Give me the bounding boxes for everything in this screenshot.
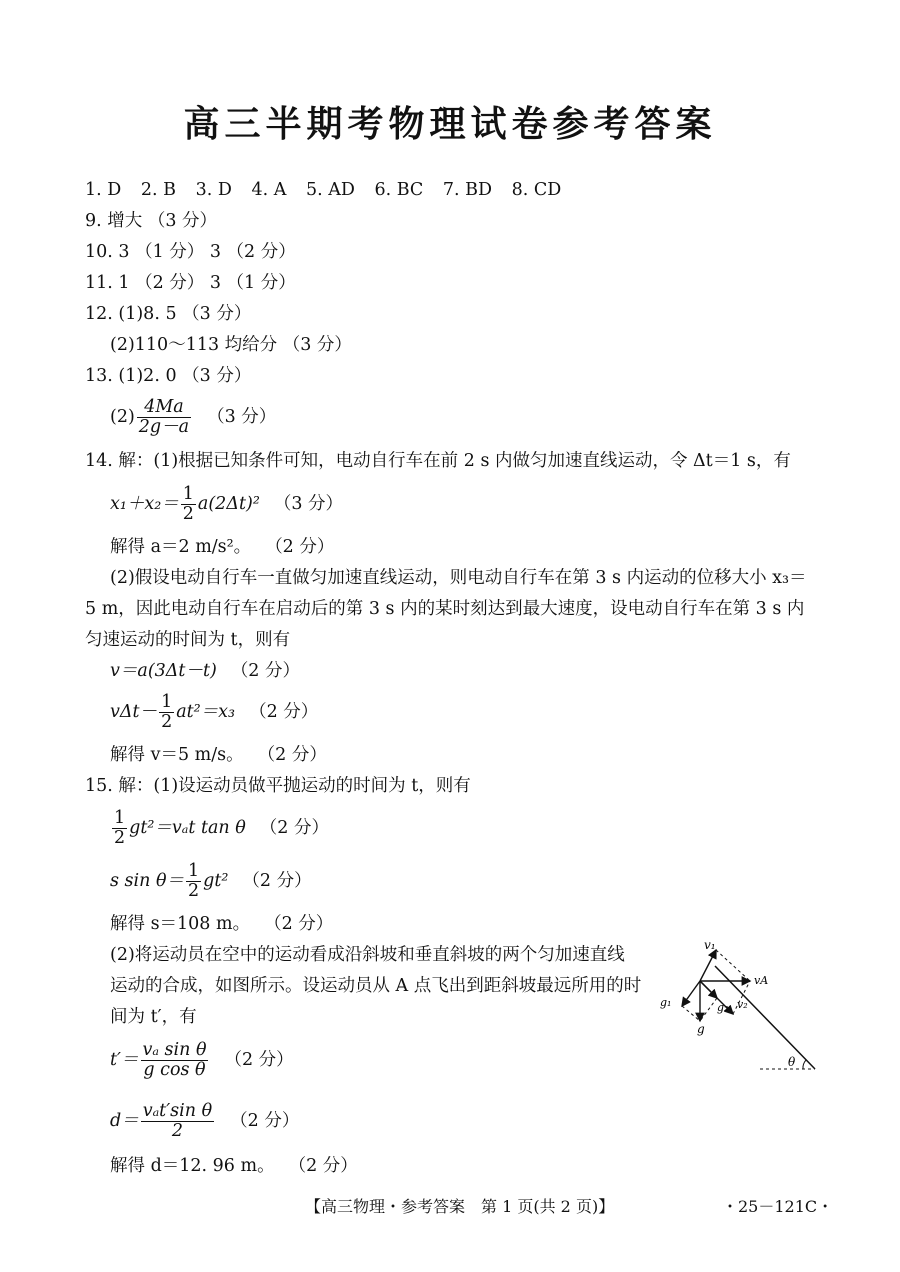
answer-13-part2: (2) $\frac{4Ma}{2g-a}$ （3 分）: [110, 397, 277, 437]
answer-11: 11. 1 （2 分） 3 （1 分）: [85, 273, 296, 293]
fraction: $\frac{4Ma}{2g-a}$: [138, 397, 190, 437]
fraction: $\frac{\text{vₐ sin θ}}{\text{g cos θ}}$: [142, 1040, 207, 1080]
answer-14-part2-line2: 5 m，因此电动自行车在启动后的第 3 s 内的某时刻达到最大速度，设电动自行车在第 3 s 内: [85, 599, 805, 619]
fraction: $\frac{1}{2}$: [114, 808, 126, 848]
fraction: $\frac{1}{2}$: [188, 861, 200, 901]
answer-15-part2-line1: (2)将运动员在空中的运动看成沿斜坡和垂直斜坡的两个匀加速直线: [110, 945, 625, 965]
mc-answer: 6. BC: [374, 180, 424, 200]
fraction: $\frac{1}{2}$: [161, 692, 173, 732]
mc-answers: [85, 179, 561, 201]
mc-answer: 8. CD: [511, 180, 562, 200]
label-v2: v₂: [737, 998, 748, 1011]
answer-15-eq2: s sin θ＝ $\frac{1}{2}$ gt² （2 分）: [110, 861, 312, 901]
mc-answer: 7. BD: [442, 180, 493, 200]
footer-page-info: 【高三物理・参考答案 第 1 页(共 2 页)】: [305, 1197, 615, 1216]
mc-answer: 3. D: [195, 180, 232, 200]
answer-15-eq4: d＝ $\frac{\text{vₐt′sin θ}}{2}$ （2 分）: [110, 1101, 300, 1141]
mc-answer: 1. D: [85, 180, 122, 200]
mc-answer: 2. B: [140, 180, 176, 200]
label-g: g: [697, 1022, 705, 1036]
mc-answer: 4. A: [251, 180, 287, 200]
page-title: 高三半期考物理试卷参考答案: [183, 104, 717, 145]
answer-13-part1: 13. (1)2. 0 （3 分）: [85, 366, 252, 386]
answer-15-eq1: $\frac{1}{2}$ gt²＝vₐt tan θ （2 分）: [114, 808, 329, 848]
answer-14-eq3: vΔt－ $\frac{1}{2}$ at²＝x₃ （2 分）: [110, 692, 319, 732]
construction-line: [682, 1006, 700, 1021]
answer-10: 10. 3 （1 分） 3 （2 分）: [85, 242, 296, 262]
label-g2: g₂: [717, 1001, 729, 1014]
answer-14-intro: 14. 解：(1)根据已知条件可知，电动自行车在前 2 s 内做匀加速直线运动，令 Δt＝1 s，有: [85, 451, 791, 471]
answer-14-eq2: v＝a(3Δt－t) （2 分）: [110, 661, 301, 681]
answer-15-eq3: t′＝ $\frac{\text{vₐ sin θ}}{\text{g cos θ}}$ （2 分）: [110, 1040, 294, 1080]
label-vA: vA: [754, 974, 769, 987]
answer-15-part2-line3: 间为 t′，有: [110, 1007, 197, 1027]
velocity-component-v1: [700, 950, 716, 981]
label-theta: θ: [788, 1055, 796, 1069]
gravity-component-g1: [682, 981, 700, 1006]
answer-14-part2-line1: (2)假设电动自行车一直做匀加速直线运动，则电动自行车在第 3 s 内运动的位移大小 x₃＝: [110, 568, 807, 588]
answer-15-solution2: 解得 d＝12. 96 m。 （2 分）: [110, 1156, 358, 1176]
answer-12-part2: (2)110～113 均给分 （3 分）: [110, 335, 352, 355]
angle-arc: [803, 1060, 806, 1069]
mc-answer: 5. AD: [305, 180, 355, 200]
answer-12-part1: 12. (1)8. 5 （3 分）: [85, 304, 252, 324]
vector-diagram: [655, 936, 830, 1076]
construction-line: [716, 950, 750, 981]
answer-14-part2-line3: 匀速运动的时间为 t，则有: [85, 630, 291, 650]
construction-line: [700, 998, 717, 1021]
answer-15-part2-line2: 运动的合成，如图所示。设运动员从 A 点飞出到距斜坡最远所用的时: [110, 976, 642, 996]
label-g1: g₁: [660, 996, 672, 1009]
footer-code: ・25－121C・: [722, 1197, 834, 1216]
answer-14-solution1: 解得 a＝2 m/s²。 （2 分）: [110, 537, 335, 557]
label-v1: v₁: [704, 938, 716, 952]
answer-14-solution2: 解得 v＝5 m/s。 （2 分）: [110, 745, 327, 765]
fraction: $\frac{1}{2}$: [182, 484, 194, 524]
answer-15-solution1: 解得 s＝108 m。 （2 分）: [110, 914, 334, 934]
gravity-component-g2: [700, 981, 717, 998]
fraction: $\frac{\text{vₐt′sin θ}}{2}$: [142, 1101, 213, 1141]
answer-9: 9. 增大 （3 分）: [85, 211, 218, 231]
answer-15-intro: 15. 解：(1)设运动员做平抛运动的时间为 t，则有: [85, 776, 471, 796]
answer-14-eq1: x₁＋x₂＝ $\frac{1}{2}$ a(2Δt)² （3 分）: [110, 484, 344, 524]
